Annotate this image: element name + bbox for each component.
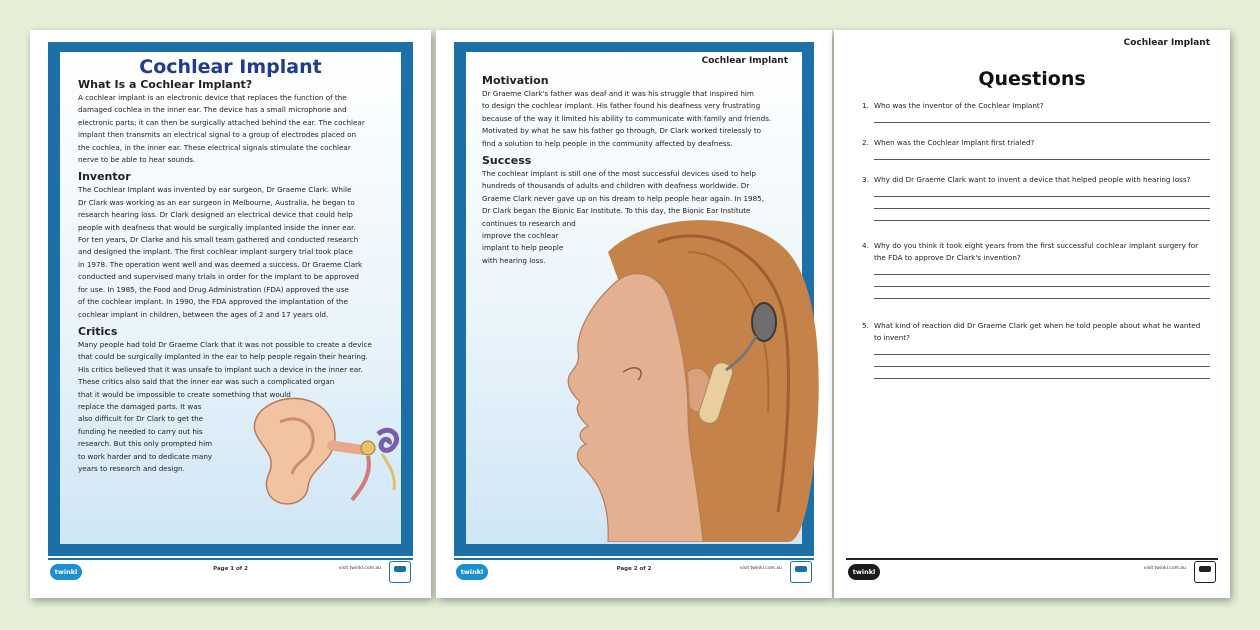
text-line: His critics believed that it was unsafe to implant such a device in the inner ear. xyxy=(78,364,363,374)
text-line: electronic parts; it can then be surgically attached behind the ear. The cochlear xyxy=(78,117,365,127)
question-number: 5. xyxy=(862,321,869,330)
answer-line[interactable] xyxy=(874,286,1210,287)
question-text: the FDA to approve Dr Clark's invention? xyxy=(874,253,1021,262)
ear-anatomy-illustration xyxy=(240,392,405,512)
question-3 xyxy=(862,174,1210,221)
text-line: Dr Clark was working as an ear surgeon in Melbourne, Australia, he began to xyxy=(78,197,355,207)
worksheet-page-2 xyxy=(436,30,832,598)
text-line: the cochlea, in the inner ear. These electrical signals stimulate the cochlear xyxy=(78,142,351,152)
text-line: A cochlear implant is an electronic device that replaces the function of the xyxy=(78,93,347,102)
footer-url: visit twinkl.com.au xyxy=(1143,566,1186,571)
question-1 xyxy=(862,100,1210,123)
question-number: 2. xyxy=(862,138,869,147)
answer-line[interactable] xyxy=(874,378,1210,379)
text-line: years to research and design. xyxy=(78,463,185,473)
question-text: When was the Cochlear Implant first trialed? xyxy=(874,138,1035,147)
page-footer xyxy=(48,558,413,584)
answer-line[interactable] xyxy=(874,366,1210,367)
text-line: people with deafness that would be surgically implanted inside the inner ear. xyxy=(78,222,356,232)
text-line: with hearing loss. xyxy=(482,255,546,265)
footer-url: visit twinkl.com.au xyxy=(739,566,782,571)
question-5 xyxy=(862,320,1210,379)
worksheet-page-3 xyxy=(834,30,1230,598)
worksheet-page-1 xyxy=(30,30,431,598)
section-heading: What Is a Cochlear Implant? xyxy=(78,78,253,91)
answer-line[interactable] xyxy=(874,122,1210,123)
answer-line[interactable] xyxy=(874,220,1210,221)
section-heading: Success xyxy=(482,154,532,168)
text-line: For ten years, Dr Clarke and his small team gathered and conducted research xyxy=(78,235,359,245)
text-line: implant then transmits an electrical signal to a group of electrodes placed on xyxy=(78,130,357,140)
question-text: Who was the inventor of the Cochlear Implant? xyxy=(874,101,1044,110)
text-line: damaged cochlea in the inner ear. The device has a small microphone and xyxy=(78,105,347,115)
text-line: of the cochlear implant. In 1990, the FDA approved the implantation of the xyxy=(78,297,348,307)
question-text: to invent? xyxy=(874,333,910,342)
text-line: improve the cochlear xyxy=(482,231,559,241)
answer-line[interactable] xyxy=(874,298,1210,299)
text-line: continues to research and xyxy=(482,218,576,228)
page-frame xyxy=(454,42,814,556)
page-panel xyxy=(466,52,802,544)
answer-line[interactable] xyxy=(874,196,1210,197)
quality-badge-icon xyxy=(389,561,411,583)
text-line: Graeme Clark never gave up on his dream to help people hear again. In 1985, xyxy=(482,193,765,203)
woman-profile-illustration xyxy=(538,212,824,542)
text-line: Dr Graeme Clark's father was deaf and it was his struggle that inspired him xyxy=(482,89,754,98)
text-line: cochlear implant in children, between the ages of 2 and 17 years old. xyxy=(78,309,329,319)
text-line: to work harder and to dedicate many xyxy=(78,451,213,461)
page-header: Cochlear Implant xyxy=(1123,38,1210,48)
question-number: 1. xyxy=(862,101,869,110)
question-number: 4. xyxy=(862,241,869,250)
section-heading: Critics xyxy=(78,324,118,338)
text-line: to design the cochlear implant. His father found his deafness very frustrating xyxy=(482,101,761,111)
answer-line[interactable] xyxy=(874,354,1210,355)
text-line: These critics also said that the inner ear was such a complicated organ xyxy=(78,377,335,387)
text-line: in 1978. The operation went well and was deemed a success. Dr Graeme Clark xyxy=(78,259,363,269)
page-panel xyxy=(60,52,401,544)
answer-line[interactable] xyxy=(874,208,1210,209)
question-number: 3. xyxy=(862,175,869,184)
text-line: Dr Clark began the Bionic Ear Institute. To this day, the Bionic Ear Institute xyxy=(482,206,751,216)
page-number: Page 2 of 2 xyxy=(616,566,652,572)
question-4 xyxy=(862,240,1210,299)
answer-line[interactable] xyxy=(874,159,1210,160)
page-title: Cochlear Implant xyxy=(139,56,322,78)
question-text: Why do you think it took eight years from the first successful cochlear implant surgery for xyxy=(874,241,1199,250)
text-line: The cochlear implant is still one of the most successful devices used to help xyxy=(482,169,756,179)
text-line: Motivated by what he saw his father go through, Dr Clark worked tirelessly to xyxy=(482,126,762,136)
page-footer xyxy=(454,558,814,584)
footer-url: visit twinkl.com.au xyxy=(338,566,381,571)
twinkl-logo: twinkl xyxy=(50,564,82,580)
question-2 xyxy=(862,137,1210,160)
text-line: hundreds of thousands of adults and children with deafness worldwide. Dr xyxy=(482,181,750,191)
quality-badge-icon xyxy=(790,561,812,583)
quality-badge-icon xyxy=(1194,561,1216,583)
text-line: Many people had told Dr Graeme Clark that it was not possible to create a device xyxy=(78,339,372,349)
section-heading: Motivation xyxy=(482,74,549,87)
text-line: funding he needed to carry out his xyxy=(78,426,203,436)
page-footer xyxy=(846,558,1218,584)
text-line: conducted and supervised many trials in order for the implant to be approved xyxy=(78,272,359,282)
twinkl-logo: twinkl xyxy=(848,564,880,580)
text-line: find a solution to help people in the community affected by deafness. xyxy=(482,138,733,148)
question-text: Why did Dr Graeme Clark want to invent a device that helped people with hearing loss? xyxy=(874,175,1191,184)
text-line: also difficult for Dr Clark to get the xyxy=(78,414,204,424)
questions-title: Questions xyxy=(978,68,1086,90)
text-line: that it would be impossible to create something that would xyxy=(78,389,291,399)
text-line: research hearing loss. Dr Clark designed an electrical device that could help xyxy=(78,210,353,220)
text-line: research. But this only prompted him xyxy=(78,439,213,449)
page-number: Page 1 of 2 xyxy=(213,566,248,572)
text-line: nerve to be able to hear sounds. xyxy=(78,155,196,165)
text-line: because of the way it limited his ability to communicate with family and friends. xyxy=(482,113,772,123)
text-line: that could be surgically implanted in the ear to help people regain their hearing. xyxy=(78,352,368,362)
text-line: replace the damaged parts. It was xyxy=(78,401,202,411)
page-header: Cochlear Implant xyxy=(701,56,788,66)
question-text: What kind of reaction did Dr Graeme Clark get when he told people about what he wanted xyxy=(874,321,1201,330)
twinkl-logo: twinkl xyxy=(456,564,488,580)
text-line: The Cochlear Implant was invented by ear surgeon, Dr Graeme Clark. While xyxy=(78,185,352,195)
page-frame xyxy=(48,42,413,556)
answer-line[interactable] xyxy=(874,274,1210,275)
text-line: for use. In 1985, the Food and Drug Administration (FDA) approved the use xyxy=(78,284,349,294)
text-line: and designed the implant. The first cochlear implant surgery trial took place xyxy=(78,247,353,257)
section-heading: Inventor xyxy=(78,170,131,184)
text-line: implant to help people xyxy=(482,243,564,253)
